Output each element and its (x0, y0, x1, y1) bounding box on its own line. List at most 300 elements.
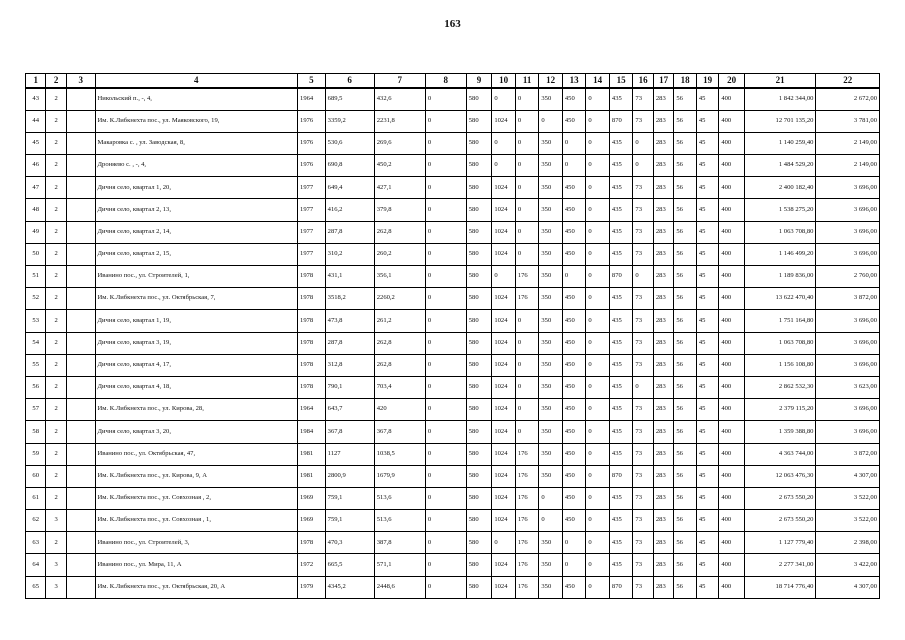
table-cell: 56 (674, 243, 697, 265)
table-cell: 3 623,00 (816, 376, 880, 398)
table-row (26, 110, 880, 132)
table-cell: 2 (46, 399, 66, 421)
table-cell: 1964 (298, 399, 326, 421)
table-cell: 45 (696, 354, 719, 376)
table-row (26, 199, 880, 221)
table-cell: 0 (586, 487, 610, 509)
table-cell: 3 872,00 (816, 288, 880, 310)
table-cell: 1127 (325, 443, 374, 465)
table-cell: 283 (653, 199, 673, 221)
table-cell: 400 (719, 465, 745, 487)
table-cell: Иванино пос., ул. Мира, 11, А (95, 554, 298, 576)
table-cell: 0 (586, 310, 610, 332)
table-cell (66, 487, 95, 509)
table-cell: 470,3 (325, 532, 374, 554)
table-cell: 56 (674, 332, 697, 354)
table-cell: 56 (26, 376, 46, 398)
table-cell: 690,8 (325, 155, 374, 177)
table-cell: 56 (674, 354, 697, 376)
table-cell: Дичня село, квартал 4, 17, (95, 354, 298, 376)
table-cell: 580 (466, 110, 492, 132)
table-cell: 450 (562, 332, 586, 354)
table-cell: 530,6 (325, 132, 374, 154)
table-cell (66, 132, 95, 154)
table-cell: 0 (539, 510, 563, 532)
table-cell: 400 (719, 221, 745, 243)
table-cell: 73 (633, 310, 653, 332)
table-cell: 73 (633, 532, 653, 554)
table-cell: 0 (586, 554, 610, 576)
table-cell: 73 (633, 110, 653, 132)
table-cell: 350 (539, 199, 563, 221)
table-cell: Им. К.Либкнехта пос., ул. Совхозная , 1, (95, 510, 298, 532)
table-cell: 0 (586, 532, 610, 554)
table-cell: 283 (653, 221, 673, 243)
column-header: 5 (298, 74, 326, 89)
table-cell: 870 (609, 266, 633, 288)
table-cell: Дичня село, квартал 3, 19, (95, 332, 298, 354)
table-cell: 176 (515, 266, 539, 288)
table-row (26, 332, 880, 354)
table-cell: 45 (696, 576, 719, 598)
table-cell: 400 (719, 532, 745, 554)
table-cell: 2 (46, 288, 66, 310)
table-cell: 73 (633, 354, 653, 376)
table-cell: 400 (719, 332, 745, 354)
table-cell: 0 (515, 310, 539, 332)
table-cell: 450 (562, 443, 586, 465)
table-cell: 580 (466, 288, 492, 310)
table-cell: 400 (719, 510, 745, 532)
table-cell: 65 (26, 576, 46, 598)
table-cell (66, 532, 95, 554)
table-cell: 450 (562, 177, 586, 199)
table-cell: 0 (515, 399, 539, 421)
table-cell: 0 (586, 443, 610, 465)
table-cell: 2 (46, 376, 66, 398)
table-cell: Дроняево с. , -, 4, (95, 155, 298, 177)
table-cell (66, 199, 95, 221)
table-cell: 261,2 (374, 310, 425, 332)
table-row (26, 532, 880, 554)
table-cell: 2 149,00 (816, 155, 880, 177)
table-cell: 0 (492, 266, 516, 288)
table-cell: Макаровка с. , ул. Заводская, 8, (95, 132, 298, 154)
table-cell (66, 332, 95, 354)
table-cell: 52 (26, 288, 46, 310)
table-cell: 350 (539, 421, 563, 443)
table-cell: 0 (586, 376, 610, 398)
table-cell: 73 (633, 465, 653, 487)
table-cell: 0 (586, 288, 610, 310)
table-cell: 0 (586, 177, 610, 199)
table-cell: 350 (539, 332, 563, 354)
table-cell: 283 (653, 421, 673, 443)
table-cell: 262,8 (374, 221, 425, 243)
table-cell: 56 (674, 132, 697, 154)
table-cell: 450 (562, 288, 586, 310)
table-cell: 0 (425, 332, 466, 354)
table-cell: 56 (674, 510, 697, 532)
table-row (26, 266, 880, 288)
table-cell: 2 (46, 177, 66, 199)
table-cell: 2 398,00 (816, 532, 880, 554)
table-cell: 283 (653, 332, 673, 354)
table-cell: 1964 (298, 88, 326, 110)
table-cell: 3 696,00 (816, 243, 880, 265)
table-cell: 73 (633, 221, 653, 243)
table-cell: 45 (696, 288, 719, 310)
table-cell: 0 (425, 221, 466, 243)
table-cell: 580 (466, 310, 492, 332)
table-cell: 400 (719, 310, 745, 332)
table-cell: 2 (46, 110, 66, 132)
table-cell: 400 (719, 177, 745, 199)
table-cell: 0 (562, 266, 586, 288)
table-cell: 400 (719, 399, 745, 421)
table-cell: 580 (466, 155, 492, 177)
table-cell: 450 (562, 576, 586, 598)
table-cell: Никольский п., -, 4, (95, 88, 298, 110)
table-cell: 3 (46, 510, 66, 532)
table-cell: 283 (653, 243, 673, 265)
table-cell: 0 (515, 421, 539, 443)
table-cell: 55 (26, 354, 46, 376)
table-cell: 580 (466, 399, 492, 421)
table-cell: 0 (425, 376, 466, 398)
table-cell: 2 (46, 532, 66, 554)
table-cell: 0 (425, 487, 466, 509)
table-cell: 63 (26, 532, 46, 554)
table-cell: 57 (26, 399, 46, 421)
table-cell: 1024 (492, 332, 516, 354)
table-cell: 45 (696, 310, 719, 332)
table-cell: 450 (562, 376, 586, 398)
table-cell: 350 (539, 243, 563, 265)
table-cell: 3 872,00 (816, 443, 880, 465)
table-cell: 435 (609, 132, 633, 154)
table-cell: 310,2 (325, 243, 374, 265)
table-cell (66, 155, 95, 177)
table-cell: 435 (609, 354, 633, 376)
table-cell: 56 (674, 221, 697, 243)
table-row (26, 465, 880, 487)
table-cell: 73 (633, 487, 653, 509)
table-cell: 435 (609, 487, 633, 509)
table-cell: 580 (466, 510, 492, 532)
table-cell: 400 (719, 155, 745, 177)
table-cell: 350 (539, 399, 563, 421)
table-cell: 0 (539, 110, 563, 132)
table-cell: 54 (26, 332, 46, 354)
table-cell: 450 (562, 421, 586, 443)
table-cell: 350 (539, 310, 563, 332)
table-row (26, 155, 880, 177)
table-cell: 0 (425, 465, 466, 487)
table-cell: 0 (425, 199, 466, 221)
table-cell: 3 696,00 (816, 421, 880, 443)
table-cell: 12 063 476,30 (744, 465, 816, 487)
table-cell: 0 (492, 155, 516, 177)
table-cell: 450 (562, 221, 586, 243)
table-cell: 2 400 182,40 (744, 177, 816, 199)
table-row (26, 221, 880, 243)
table-cell: 1 842 344,00 (744, 88, 816, 110)
table-cell: 580 (466, 532, 492, 554)
table-cell (66, 376, 95, 398)
table-cell: 1979 (298, 576, 326, 598)
table-cell: 45 (696, 376, 719, 398)
table-cell: 73 (633, 243, 653, 265)
table-cell: 73 (633, 443, 653, 465)
table-cell: 356,1 (374, 266, 425, 288)
table-cell: 45 (696, 332, 719, 354)
table-cell: 176 (515, 576, 539, 598)
table-cell: 387,8 (374, 532, 425, 554)
table-cell: 0 (515, 88, 539, 110)
table-cell (66, 554, 95, 576)
table-cell: 283 (653, 554, 673, 576)
table-cell: 3 522,00 (816, 510, 880, 532)
column-header: 8 (425, 74, 466, 89)
table-cell: 400 (719, 487, 745, 509)
table-cell: 1038,5 (374, 443, 425, 465)
table-cell: 283 (653, 399, 673, 421)
table-cell: 176 (515, 487, 539, 509)
table-cell: 1 189 836,00 (744, 266, 816, 288)
table-cell: 45 (696, 554, 719, 576)
table-cell: 56 (674, 199, 697, 221)
table-cell: 2 (46, 199, 66, 221)
table-cell: 0 (562, 554, 586, 576)
table-cell: 4345,2 (325, 576, 374, 598)
table-cell: 1981 (298, 443, 326, 465)
table-row (26, 443, 880, 465)
table-cell: 0 (586, 132, 610, 154)
table-cell: 450 (562, 199, 586, 221)
table-cell: 435 (609, 243, 633, 265)
table-cell: 283 (653, 465, 673, 487)
table-cell (66, 510, 95, 532)
table-cell: 2800,9 (325, 465, 374, 487)
column-header: 2 (46, 74, 66, 89)
table-row (26, 399, 880, 421)
table-cell: 176 (515, 288, 539, 310)
table-cell: 43 (26, 88, 46, 110)
table-cell: 73 (633, 421, 653, 443)
table-cell: 435 (609, 554, 633, 576)
table-cell: 56 (674, 155, 697, 177)
column-header: 9 (466, 74, 492, 89)
table-cell: 350 (539, 88, 563, 110)
table-cell: 435 (609, 532, 633, 554)
table-cell: 1024 (492, 399, 516, 421)
table-cell: 56 (674, 110, 697, 132)
table-cell: 2 672,00 (816, 88, 880, 110)
column-header: 22 (816, 74, 880, 89)
table-cell: 2 (46, 243, 66, 265)
table-cell: 1 156 108,80 (744, 354, 816, 376)
table-cell: 350 (539, 354, 563, 376)
table-cell: 1024 (492, 510, 516, 532)
table-cell: 1024 (492, 376, 516, 398)
table-cell: 1978 (298, 532, 326, 554)
table-cell: 73 (633, 199, 653, 221)
table-cell: 0 (425, 532, 466, 554)
table-cell: 1977 (298, 243, 326, 265)
table-cell: 0 (492, 532, 516, 554)
table-cell: 73 (633, 288, 653, 310)
table-row (26, 376, 880, 398)
table-cell: 283 (653, 110, 673, 132)
table-cell: 0 (425, 110, 466, 132)
table-cell: 0 (586, 510, 610, 532)
table-cell: 1969 (298, 510, 326, 532)
table-cell: 350 (539, 221, 563, 243)
table-cell: 260,2 (374, 243, 425, 265)
table-cell: 0 (425, 576, 466, 598)
column-header: 15 (609, 74, 633, 89)
table-cell: 283 (653, 487, 673, 509)
table-cell: 2 673 550,20 (744, 487, 816, 509)
table-cell: 56 (674, 487, 697, 509)
table-cell: 283 (653, 532, 673, 554)
table-cell: 1 140 259,40 (744, 132, 816, 154)
table-cell: Дичня село, квартал 2, 13, (95, 199, 298, 221)
table-row (26, 487, 880, 509)
table-cell: 427,1 (374, 177, 425, 199)
table-cell: Им. К.Либкнехта пос., ул. Маяковского, 19, (95, 110, 298, 132)
table-cell: 432,6 (374, 88, 425, 110)
table-cell: 2448,6 (374, 576, 425, 598)
table-cell: 1976 (298, 110, 326, 132)
table-cell: 1024 (492, 199, 516, 221)
table-cell: 0 (586, 221, 610, 243)
table-cell: 2 (46, 132, 66, 154)
table-cell: 176 (515, 465, 539, 487)
table-cell: 580 (466, 177, 492, 199)
table-cell: 400 (719, 443, 745, 465)
table-row (26, 88, 880, 110)
table-cell: 0 (515, 354, 539, 376)
table-cell: 0 (425, 243, 466, 265)
table-cell: 580 (466, 576, 492, 598)
table-cell (66, 266, 95, 288)
table-cell: 59 (26, 443, 46, 465)
table-cell: 50 (26, 243, 46, 265)
column-header: 19 (696, 74, 719, 89)
table-cell: 350 (539, 576, 563, 598)
table-cell: 56 (674, 177, 697, 199)
table-row (26, 310, 880, 332)
table-cell: 0 (586, 199, 610, 221)
table-cell: 580 (466, 243, 492, 265)
table-cell: 435 (609, 421, 633, 443)
table-cell: 870 (609, 576, 633, 598)
table-cell: 1679,9 (374, 465, 425, 487)
table-cell (66, 399, 95, 421)
table-cell: 45 (696, 132, 719, 154)
table-cell: 3 (46, 554, 66, 576)
table-cell: 283 (653, 288, 673, 310)
table-cell: 435 (609, 155, 633, 177)
table-cell: 3 696,00 (816, 177, 880, 199)
table-cell (66, 310, 95, 332)
table-cell: 435 (609, 443, 633, 465)
table-cell: 3 696,00 (816, 221, 880, 243)
table-cell: 176 (515, 532, 539, 554)
table-row (26, 177, 880, 199)
table-cell: 350 (539, 288, 563, 310)
table-cell: 56 (674, 554, 697, 576)
table-cell: 0 (539, 487, 563, 509)
table-cell (66, 288, 95, 310)
table-cell: 73 (633, 576, 653, 598)
table-cell: 435 (609, 399, 633, 421)
table-cell: 1024 (492, 310, 516, 332)
table-cell: 1978 (298, 376, 326, 398)
table-cell: 450 (562, 487, 586, 509)
table-cell: 0 (586, 465, 610, 487)
table-cell: 13 622 470,40 (744, 288, 816, 310)
table-cell: 1976 (298, 155, 326, 177)
table-cell: 2 (46, 332, 66, 354)
table-cell: 1978 (298, 310, 326, 332)
table-cell: 283 (653, 310, 673, 332)
table-cell: 312,8 (325, 354, 374, 376)
table-cell: 2 (46, 266, 66, 288)
table-cell: 56 (674, 376, 697, 398)
table-cell: 571,1 (374, 554, 425, 576)
table-cell: 1969 (298, 487, 326, 509)
table-cell: 0 (586, 332, 610, 354)
table-cell: 1 359 388,80 (744, 421, 816, 443)
table-cell: 45 (696, 266, 719, 288)
table-cell: 580 (466, 421, 492, 443)
table-cell: 580 (466, 332, 492, 354)
table-cell: 61 (26, 487, 46, 509)
table-cell: Иванино пос., ул. Октябрьская, 47, (95, 443, 298, 465)
table-row (26, 576, 880, 598)
table-cell: 0 (425, 510, 466, 532)
table-cell: 649,4 (325, 177, 374, 199)
table-cell: 0 (492, 88, 516, 110)
table-cell: 283 (653, 177, 673, 199)
column-header: 13 (562, 74, 586, 89)
table-cell: 450 (562, 310, 586, 332)
table-cell: 350 (539, 177, 563, 199)
table-cell: 283 (653, 354, 673, 376)
table-cell: 0 (515, 243, 539, 265)
table-cell: 1981 (298, 465, 326, 487)
table-cell (66, 443, 95, 465)
table-cell: Дичня село, квартал 1, 19, (95, 310, 298, 332)
table-cell: 0 (515, 132, 539, 154)
table-cell: 431,1 (325, 266, 374, 288)
table-cell: 435 (609, 88, 633, 110)
table-cell: 0 (492, 132, 516, 154)
table-cell: 62 (26, 510, 46, 532)
table-cell: 2 277 341,00 (744, 554, 816, 576)
table-row (26, 421, 880, 443)
table-cell: 580 (466, 88, 492, 110)
table-cell: 0 (425, 354, 466, 376)
table-cell: 580 (466, 443, 492, 465)
table-cell: 73 (633, 332, 653, 354)
table-cell: 45 (696, 88, 719, 110)
table-cell (66, 465, 95, 487)
column-header: 7 (374, 74, 425, 89)
